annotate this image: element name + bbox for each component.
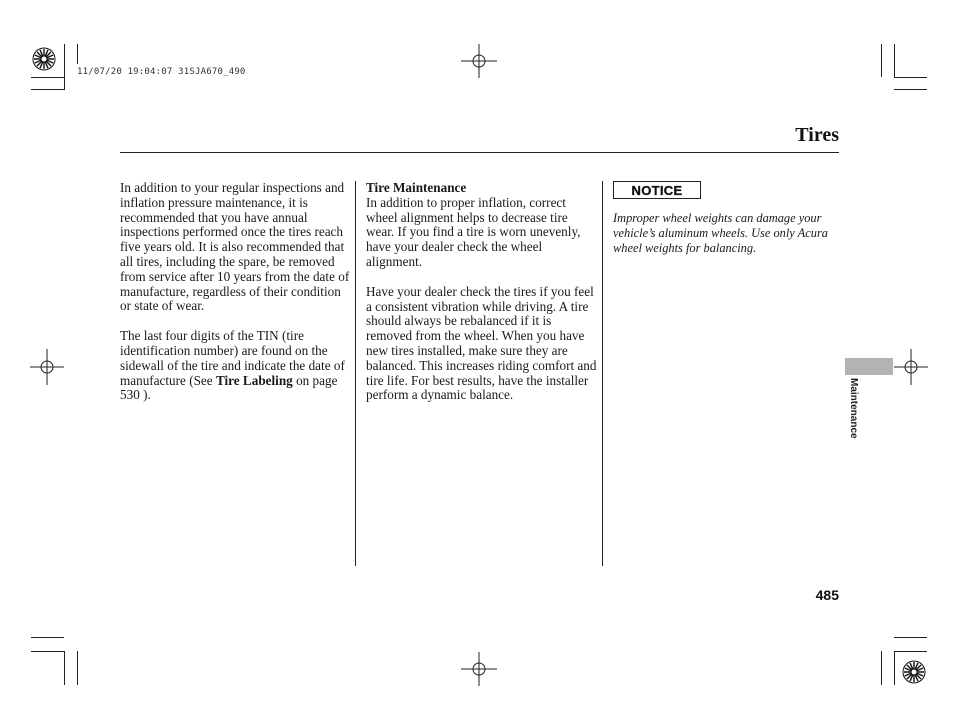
notice-text: Improper wheel weights can damage your vehicle’s aluminum wheels. Use only Acura wheel weights for balancing. [613, 211, 828, 255]
crop-mark [77, 44, 78, 64]
registration-target-icon [31, 46, 57, 72]
crop-mark [894, 44, 895, 77]
crop-mark [881, 44, 882, 77]
crop-mark [31, 89, 64, 90]
column-divider [602, 181, 603, 566]
header-rule [120, 152, 839, 153]
crop-mark [881, 651, 882, 685]
crop-mark [894, 651, 895, 685]
paragraph-text: The last four digits of the TIN (tire identification number) are found on the sidewall of the tire and indicate the date of manufacture (See [120, 328, 345, 388]
paragraph-text: on page 530 ). [120, 372, 338, 403]
cross-reference-link[interactable]: Tire Labeling [215, 372, 293, 388]
crosshair-icon [461, 652, 497, 686]
crop-mark [31, 637, 64, 638]
section-tab [845, 358, 893, 375]
notice-label: NOTICE [613, 181, 701, 199]
paragraph: In addition to proper inflation, correct wheel alignment helps to decrease tire wear. If you find a tire is worn unevenly, have your dealer check the wheel alignment. [366, 194, 581, 269]
column-divider [355, 181, 356, 566]
crop-mark [894, 651, 927, 652]
print-timestamp: 11/07/20 19:04:07 31SJA670_490 [77, 67, 246, 77]
section-tab-label: Maintenance [848, 378, 859, 439]
crop-mark [894, 637, 927, 638]
crosshair-icon [30, 349, 64, 385]
registration-target-icon [901, 659, 927, 685]
crop-mark [64, 651, 65, 685]
crop-mark [77, 651, 78, 685]
section-heading: Tire Maintenance [366, 180, 467, 195]
crosshair-icon [461, 44, 497, 78]
column-1 [120, 181, 352, 403]
crop-mark [31, 77, 64, 78]
column-2 [366, 181, 598, 403]
crop-mark [894, 77, 927, 78]
paragraph: In addition to your regular inspections and inflation pressure maintenance, it is recommended that you have annual inspections performed once the tires reach five years old. It is also recommended that all tires, including the spare, be removed from service after 10 years from the date of manufacture, regardless of their condition or state of wear. [120, 180, 350, 314]
crosshair-icon [894, 349, 928, 385]
paragraph: Have your dealer check the tires if you feel a consistent vibration while driving. A tire should always be rebalanced if it is removed from the wheel. When you have new tires installed, make sure they are balanced. This increases riding comfort and tire life. For best results, have the installer perform a dynamic balance. [366, 283, 597, 403]
crop-mark [894, 89, 927, 90]
crop-mark [64, 44, 65, 90]
page-title: Tires [795, 124, 839, 146]
crop-mark [31, 651, 64, 652]
page-number: 485 [815, 587, 839, 603]
paragraph [120, 329, 352, 403]
